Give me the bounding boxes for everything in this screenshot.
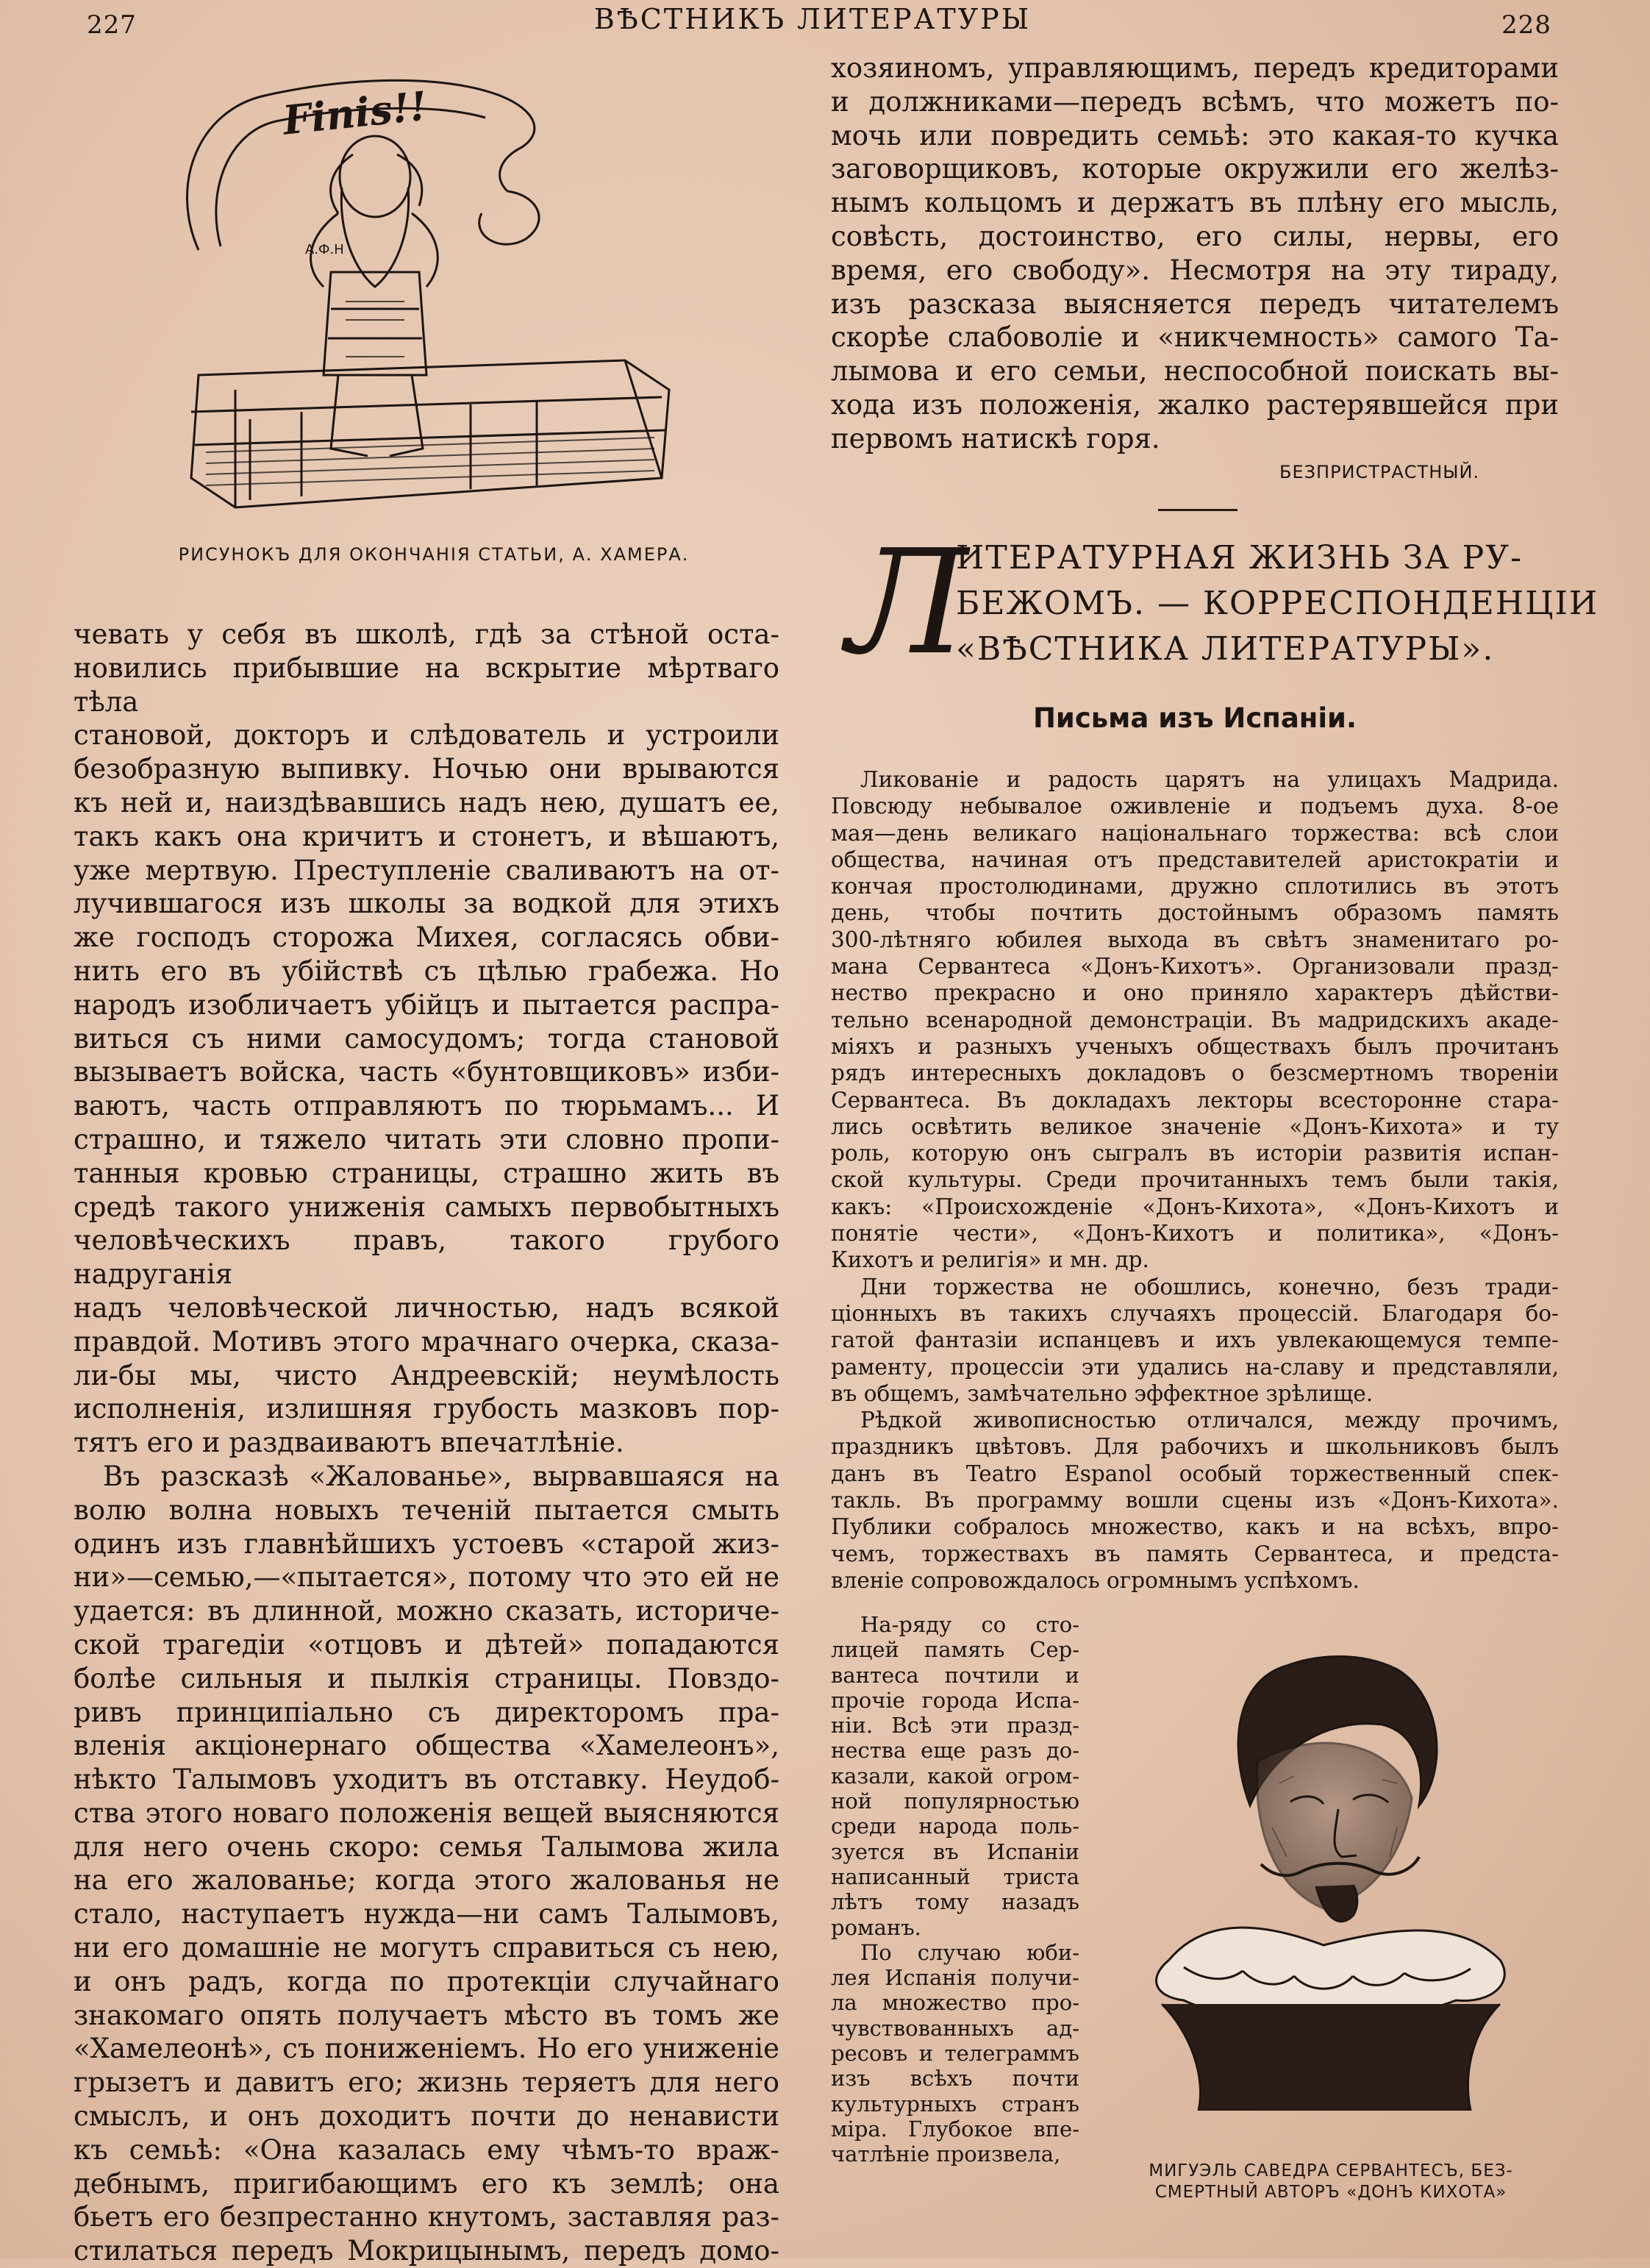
text-line: Въ разсказѣ «Жалованье», вырвавшаяся на — [103, 1460, 779, 1492]
text-line: надъ человѣческой личностью, надъ всякой — [74, 1291, 779, 1324]
text-line: и онъ радъ, когда по протекціи случайнаго — [74, 1965, 779, 1997]
text-line: ной популярностью — [831, 1789, 1079, 1814]
text-line: На-ряду со сто- — [860, 1612, 1079, 1637]
text-line: БЕЖОМЪ. — КОРРЕСПОНДЕНЦІИ — [956, 585, 1599, 622]
text-line: ла множество про- — [831, 1990, 1079, 2016]
text-line: страшно, и тяжело читать эти словно пропи- — [74, 1123, 779, 1155]
text-line: такль. Въ программу вошли сцены изъ «Донъ-Кихота». — [831, 1488, 1559, 1513]
text-line: болѣе сильныя и пылкія страницы. Повздо- — [74, 1662, 779, 1694]
text-line: лицей память Сер- — [831, 1637, 1079, 1663]
text-line: исполненія, излишняя грубость мазковъ пор- — [74, 1393, 779, 1425]
text-line: чатлѣніе произвела, — [831, 2142, 1061, 2167]
text-line: Рѣдкой живописностью отличался, между прочимъ, — [860, 1408, 1559, 1433]
text-line: лея Испанія получи- — [831, 1965, 1079, 1991]
text-line: ціонныхъ въ такихъ случаяхъ процессій. Благодаря бо- — [831, 1300, 1559, 1326]
page-number-left: 227 — [87, 10, 137, 40]
cervantes-portrait — [1103, 1636, 1559, 2111]
text-line: въ общемъ, замѣчательно эффектное зрѣлище. — [831, 1380, 1374, 1406]
text-line: По случаю юби- — [860, 1939, 1079, 1965]
text-line: ваютъ, часть отправляютъ по тюрьмамъ... И — [74, 1090, 779, 1122]
text-line: праздникъ цвѣтовъ. Для рабочихъ и школьниковъ былъ — [831, 1434, 1559, 1460]
text-line: міяхъ и разныхъ ученыхъ обществахъ былъ прочитанъ — [831, 1033, 1559, 1059]
text-line: гатой фантазіи испанцевъ и ихъ увлекающемуся темпе- — [831, 1327, 1559, 1353]
section-title — [956, 535, 1599, 672]
text-line: бьетъ его безпрестанно кнутомъ, заставляя раз- — [74, 2201, 779, 2233]
text-line: стало, наступаетъ нужда—ни самъ Талымовъ, — [74, 1898, 779, 1930]
text-line: уже мертвую. Преступленіе сваливаютъ на от- — [74, 854, 779, 886]
text-line: тельно всенародной демонстраціи. Въ мадридскихъ акаде- — [831, 1007, 1559, 1033]
text-line: мана Сервантеса «Донъ-Кихотъ». Организовали празд- — [831, 954, 1559, 980]
text-line: ской трагедіи «отцовъ и дѣтей» попадаются — [74, 1628, 779, 1661]
banner-text: Finis!! — [280, 82, 429, 144]
text-line: 300-лѣтняго юбилея выхода въ свѣтъ знаменитаго ро- — [831, 927, 1559, 952]
artist-monogram: А.Ф.Н — [305, 242, 344, 257]
text-line: нить его въ убійствѣ съ цѣлью грабежа. Но — [74, 955, 779, 987]
text-line: грызетъ и давитъ его; жизнь теряетъ для него — [74, 2066, 779, 2099]
text-line: первомъ натискѣ горя. — [831, 422, 1160, 454]
text-line: скорѣе слабоволіе и «никчемность» самого Та- — [831, 321, 1559, 354]
text-line: удается: въ длинной, можно сказать, историче- — [74, 1595, 779, 1627]
text-line: хозяиномъ, управляющимъ, передъ кредиторами — [831, 52, 1559, 84]
text-line: «ВѢСТНИКА ЛИТЕРАТУРЫ». — [956, 630, 1495, 668]
text-line: нѣкто Талымовъ уходитъ въ отставку. Неудоб- — [74, 1764, 779, 1796]
journal-title: ВѢСТНИКЪ ЛИТЕРАТУРЫ — [593, 3, 1032, 35]
finis-illustration — [154, 66, 713, 522]
text-line: среди народа поль- — [831, 1814, 1079, 1839]
text-line: стилаться передъ Мокрицынымъ, передъ домо- — [74, 2235, 779, 2267]
text-line: рядъ интересныхъ докладовъ о безсмертномъ твореніи — [831, 1060, 1559, 1086]
text-line: виться съ ними самосудомъ; тогда становой — [74, 1022, 779, 1055]
text-line: день, чтобы почтить достойнымъ образомъ память — [831, 900, 1559, 926]
text-line: зуется въ Испаніи — [831, 1839, 1079, 1864]
text-line: время, его свободу». Несмотря на эту тираду, — [831, 254, 1559, 286]
text-line: къ ней и, наиздѣвавшись надъ нею, душатъ ее, — [74, 786, 779, 819]
text-line: хода изъ положенія, жалко растерявшейся при — [831, 388, 1559, 421]
text-line: казали, какой огром- — [831, 1763, 1079, 1789]
spain-letter-text — [831, 766, 1559, 1594]
text-line: вызываетъ войска, часть «бунтовщиковъ» изби- — [74, 1056, 779, 1088]
text-line: безобразную выпивку. Ночью они врываются — [74, 753, 779, 785]
text-line: романъ. — [831, 1914, 921, 1940]
right-column-continuation — [831, 51, 1559, 456]
text-line: ресовъ и телеграммъ — [831, 2041, 1079, 2066]
top-illustration-caption: РИСУНОКЪ ДЛЯ ОКОНЧАНІЯ СТАТЬИ, А. ХАМЕРА. — [178, 544, 690, 565]
page-number-right: 228 — [1501, 10, 1551, 40]
text-line: на его жалованье; когда этого жалованья не — [74, 1864, 779, 1897]
text-line: знакомаго опять получаетъ мѣсто въ томъ же — [74, 1999, 779, 2031]
section-dropcap: Л — [847, 519, 968, 687]
text-line: вленія акціонернаго общества «Хамелеонъ», — [74, 1730, 779, 1762]
text-line: ніи. Всѣ эти празд- — [831, 1713, 1079, 1739]
text-line: ства этого новаго положенія вещей выясняются — [74, 1797, 779, 1829]
text-line: заговорщиковъ, которые окружили его желѣз- — [831, 153, 1559, 185]
text-line: тятъ его и раздваиваютъ впечатлѣніе. — [74, 1427, 624, 1459]
text-line: Публики собралось множество, какъ и на всѣхъ, впро- — [831, 1514, 1559, 1540]
text-line: совѣсть, достоинство, его силы, нервы, его — [831, 220, 1559, 252]
text-line: танныя кровью страницы, страшно жить въ — [74, 1157, 779, 1189]
text-line: дебнымъ, пригибающимъ его къ землѣ; она — [74, 2167, 779, 2200]
running-head — [0, 0, 1650, 44]
section-divider — [1158, 509, 1238, 511]
text-line: раменту, процессіи эти удались на-славу и представляли, — [831, 1354, 1559, 1380]
text-line: міра. Глубокое впе- — [831, 2116, 1079, 2142]
text-line: написанный триста — [831, 1864, 1079, 1889]
text-line: лись освѣтить великое значеніе «Донъ-Кихота» и ту — [831, 1113, 1559, 1139]
text-line: смыслъ, и онъ доходитъ почти до ненависти — [74, 2100, 779, 2133]
text-line: Кихотъ и религія» и мн. др. — [831, 1247, 1149, 1273]
text-line: общества, начиная отъ представителей аристократіи и — [831, 846, 1559, 872]
text-line: одинъ изъ главнѣйшихъ устоевъ «старой жиз- — [74, 1527, 779, 1560]
text-line: чевать у себя въ школѣ, гдѣ за стѣной оста- — [74, 618, 779, 650]
portrait-caption — [1096, 2161, 1566, 2203]
article-signature: БЕЗПРИСТРАСТНЫЙ. — [1279, 462, 1480, 482]
text-line: къ семьѣ: «Она казалась ему чѣмъ-то враж- — [74, 2133, 779, 2166]
text-line: чемъ, торжествахъ въ память Сервантеса, и предста- — [831, 1541, 1559, 1566]
narrow-column-text — [831, 1612, 1079, 2167]
text-line: Сервантеса. Въ докладахъ лекторы всесторонне стара- — [831, 1087, 1559, 1113]
text-line: средѣ такого униженія самыхъ первобытныхъ — [74, 1191, 779, 1223]
text-line: ривъ принципіально съ директоромъ пра- — [74, 1696, 779, 1728]
text-line: ни»—семью,—«пытается», потому что это ей не — [74, 1561, 779, 1594]
text-line: Ликованіе и радость царятъ на улицахъ Мадрида. — [860, 767, 1559, 792]
portrait-caption-line: МИГУЭЛЬ САВЕДРА СЕРВАНТЕСЪ, БЕЗ- — [1149, 2161, 1513, 2180]
text-line: правдой. Мотивъ этого мрачнаго очерка, сказа- — [74, 1325, 779, 1358]
text-line: какъ: «Происхожденіе «Донъ-Кихота», «Донъ-Кихотъ и — [831, 1194, 1559, 1219]
left-column-text — [74, 618, 779, 2268]
text-line: для него очень скоро: семья Талымова жила — [74, 1830, 779, 1863]
text-line: вантеса почтили и — [831, 1662, 1079, 1688]
text-line: Повсюду небывалое оживленіе и подъемъ духа. 8-ое — [831, 794, 1559, 819]
text-line: ли-бы мы, чисто Андреевскій; неумѣлость — [74, 1359, 779, 1391]
text-line: лѣтъ тому назадъ — [831, 1889, 1079, 1915]
text-line: изъ всѣхъ почти — [831, 2066, 1079, 2092]
text-line: ской культуры. Среди прочитанныхъ темъ были такія, — [831, 1167, 1559, 1193]
text-line: мая—день великаго національнаго торжества: всѣ слои — [831, 820, 1559, 846]
text-line: лымова и его семьи, неспособной поискать вы- — [831, 355, 1559, 388]
portrait-caption-line: СМЕРТНЫЙ АВТОРЪ «ДОНЪ КИХОТА» — [1154, 2183, 1507, 2202]
text-line: «Хамелеонѣ», съ пониженіемъ. Но его униженіе — [74, 2033, 779, 2065]
text-line: Дни торжества не обошлись, конечно, безъ тради- — [860, 1274, 1559, 1299]
text-line: человѣческихъ правъ, такого грубого надруганія — [74, 1224, 779, 1291]
section-subtitle: Письма изъ Испаніи. — [1032, 702, 1357, 734]
text-line: же господъ сторожа Михея, согласясь обви- — [74, 921, 779, 954]
text-line: прочіе города Испа- — [831, 1687, 1079, 1713]
text-line: нества еще разъ до- — [831, 1738, 1079, 1764]
text-line: изъ разсказа выясняется передъ читателемъ — [831, 288, 1559, 320]
text-line: культурныхъ странъ — [831, 2091, 1079, 2117]
text-line: такъ какъ она кричитъ и стонетъ, и вѣшаютъ, — [74, 820, 779, 852]
text-line: нество прекрасно и оно приняло характеръ дѣйстви- — [831, 980, 1559, 1006]
text-line: лучившагося изъ школы за водкой для этихъ — [74, 888, 779, 920]
text-line: волю волна новыхъ теченій пытается смыть — [74, 1494, 779, 1526]
text-line: и должниками—передъ всѣмъ, что можетъ по- — [831, 85, 1559, 118]
text-line: ни его домашніе не могутъ справиться съ нею, — [74, 1932, 779, 1964]
text-line: новились прибывшие на вскрытие мѣртваго тѣла — [74, 652, 779, 718]
text-line: становой, докторъ и слѣдователь и устроили — [74, 719, 779, 752]
text-line: чувствованныхъ ад- — [831, 2015, 1079, 2041]
text-line: понятіе чести», «Донъ-Кихотъ и политика», «Донъ- — [831, 1221, 1559, 1247]
text-line: мочь или повредить семьѣ: это какая-то кучка — [831, 119, 1559, 151]
text-line: ИТЕРАТУРНАЯ ЖИЗНЬ ЗА РУ- — [956, 539, 1523, 577]
text-line: вленіе сопровождалось огромнымъ успѣхомъ. — [831, 1567, 1360, 1593]
text-line: нымъ кольцомъ и держатъ въ плѣну его мысль, — [831, 187, 1559, 219]
text-line: роль, которую онъ сыгралъ въ исторіи развитія испан- — [831, 1141, 1559, 1166]
text-line: данъ въ Teatro Espanol особый торжественный спек- — [831, 1461, 1559, 1486]
text-line: кончая простолюдинами, дружно сплотились въ этотъ — [831, 874, 1559, 899]
text-line: народъ изобличаетъ убійцъ и пытается распра- — [74, 988, 779, 1021]
